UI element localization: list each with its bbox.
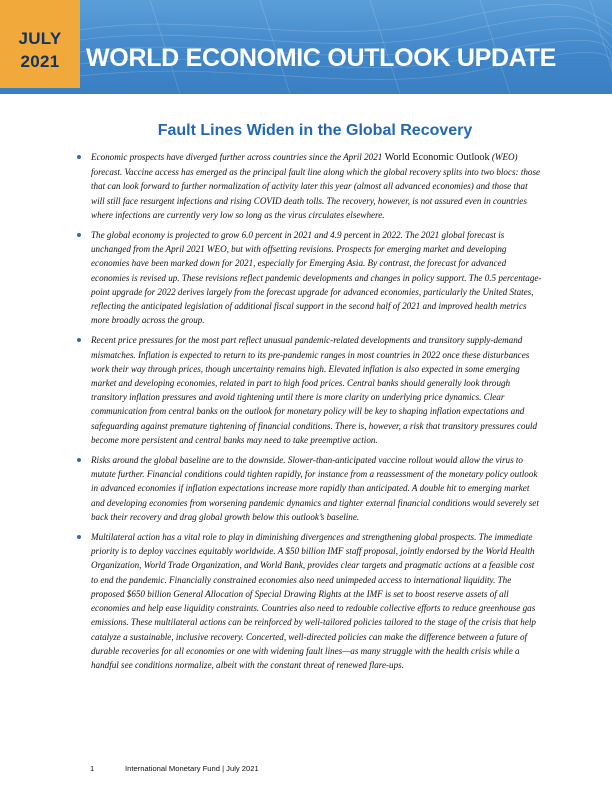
publication-title: World Economic Outlook (384, 152, 490, 163)
page-number: 1 (90, 764, 95, 773)
bullet-dot-icon (77, 458, 81, 462)
bullet-item-3 (91, 333, 542, 447)
bullet-dot-icon (77, 233, 81, 237)
bullet-item-1 (91, 150, 542, 222)
footer-text: International Monetary Fund | July 2021 (125, 764, 259, 773)
bullet-item-4 (91, 453, 542, 524)
date-badge (0, 0, 80, 88)
bullet-item-5 (91, 530, 542, 672)
summary-bullet-list (91, 150, 542, 678)
bullet-text: The global economy is projected to grow 6.0 percent in 2021 and 4.9 percent in 2022. The 2021 global forecast is unchanged from the April 2021 WEO, but with offsetting revisions. Prospects for emerging market and developing economies have been marked down for 2021, especially for Emerging Asia. By contrast, the forecast for advanced economies is revised up. These revisions reflect pandemic developments and changes in policy support. The 0.5 percentage-point upgrade for 2022 derives largely from the forecast upgrade for advanced economies, particularly the United States, reflecting the anticipated legislation of additional fiscal support in the second half of 2021 and improved health metrics more broadly across the group. (91, 230, 542, 326)
bullet-text: Economic prospects have diverged further across countries since the April 2021 (91, 152, 385, 162)
bullet-text: Risks around the global baseline are to the downside. Slower-than-anticipated vaccine rollout would allow the virus to mutate further. Financial conditions could tighten rapidly, for instance from a reassessment of the monetary policy outlook in advanced economies if inflation expectations increase more rapidly than anticipated. A double hit to emerging market and developing economies from worsening pandemic dynamics and tighter external financial conditions would severely set back their recovery and drag global growth below this outlook’s baseline. (91, 455, 539, 522)
bullet-text: Multilateral action has a vital role to play in diminishing divergences and strengthening global prospects. The immediate priority is to deploy vaccines equitably worldwide. A $50 billion IMF staff proposal, jointly endorsed by the World Health Organization, World Trade Organization, and World Bank, provides clear targets and pragmatic actions at a feasible cost to end the pandemic. Financially constrained economies also need unimpeded access to international liquidity. The proposed $650 billion General Allocation of Special Drawing Rights at the IMF is set to boost reserve assets of all economies and help ease liquidity constraints. Countries also need to redouble collective efforts to reduce greenhouse gas emissions. These multilateral actions can be reinforced by well-tailored policies tailored to the stage of the crisis that help catalyze a sustainable, inclusive recovery. Concerted, well-directed policies can make the difference between a future of durable recoveries for all economies or one with widening fault lines—as many struggle with the health crisis while a handful see conditions normalize, albeit with the constant threat of renewed flare-ups. (91, 532, 536, 670)
bullet-dot-icon (77, 338, 81, 342)
bullet-dot-icon (77, 155, 81, 159)
section-heading: Fault Lines Widen in the Global Recovery (157, 122, 473, 139)
report-title: WORLD ECONOMIC OUTLOOK UPDATE (86, 44, 556, 72)
bullet-item-2 (91, 228, 542, 327)
page-footer (90, 764, 259, 773)
bullet-dot-icon (77, 535, 81, 539)
header-year: 2021 (20, 52, 60, 71)
bullet-text: (WEO) forecast. Vaccine access has emerged as the principal fault line along which the global recovery splits into two blocs: those that can look forward to further normalization of activity later this year (almost all advanced economies) and those that will still face resurgent infections and rising COVID death tolls. The recovery, however, is not assured even in countries where infections are currently very low so long as the virus circulates elsewhere. (91, 152, 541, 220)
bullet-text: Recent price pressures for the most part reflect unusual pandemic-related developments and transitory supply-demand mismatches. Inflation is expected to return to its pre-pandemic ranges in most countries in 2022 once these disturbances work their way through prices, though uncertainty remains high. Elevated inflation is also expected in some emerging market and developing economies, related in part to high food prices. Central banks should generally look through transitory inflation pressures and avoid tightening until there is more clarity on underlying price dynamics. Clear communication from central banks on the outlook for monetary policy will be key to shaping inflation expectations and safeguarding against premature tightening of financial conditions. There is, however, a risk that transitory pressures could become more persistent and central banks may need to take preemptive action. (91, 335, 538, 445)
header-month: JULY (18, 29, 62, 48)
header-banner (0, 0, 612, 94)
